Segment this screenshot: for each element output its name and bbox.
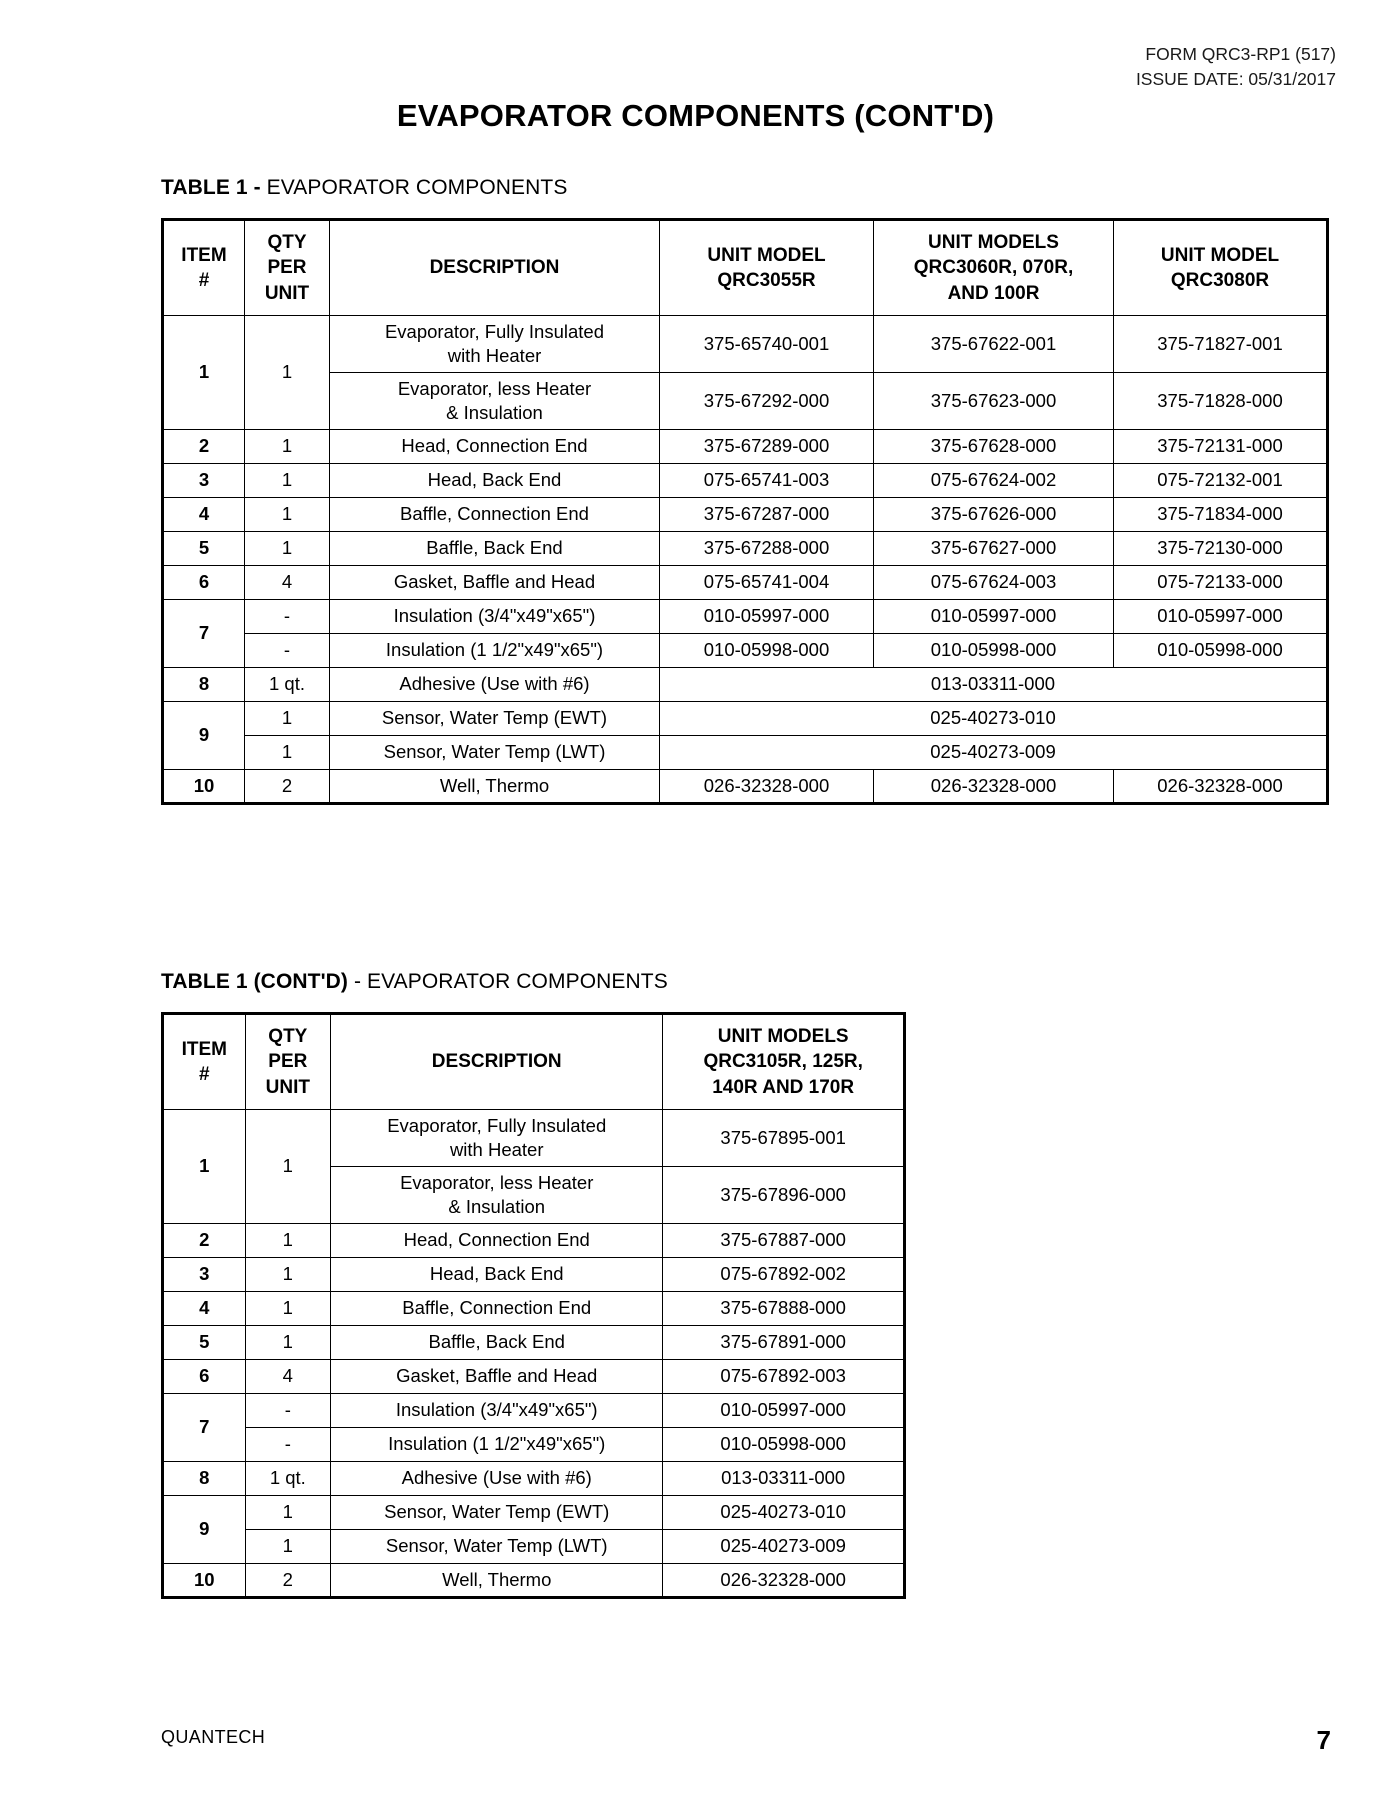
- cell-description: Adhesive (Use with #6): [331, 1462, 663, 1496]
- cell-qty: 1: [245, 702, 330, 736]
- cell-part-qrc3060r: 375-67628-000: [874, 430, 1114, 464]
- cell-part-qrc3055r: 375-67292-000: [660, 373, 874, 430]
- cell-part-qrc3080r: 375-72131-000: [1114, 430, 1328, 464]
- cell-part-qrc3060r: 375-67626-000: [874, 498, 1114, 532]
- table-2-header: [163, 1014, 905, 1110]
- column-header-description: DESCRIPTION: [330, 220, 660, 316]
- cell-item: 2: [163, 430, 245, 464]
- cell-part-qrc3060r: 010-05998-000: [874, 634, 1114, 668]
- cell-qty: 1 qt.: [245, 1462, 331, 1496]
- cell-qty: 1 qt.: [245, 668, 330, 702]
- table-row: [163, 373, 1328, 430]
- table-1-body: [163, 316, 1328, 804]
- cell-description: Evaporator, Fully Insulated with Heater: [331, 1110, 663, 1167]
- cell-part-qrc3080r: 010-05998-000: [1114, 634, 1328, 668]
- table-row: [163, 634, 1328, 668]
- cell-qty: -: [245, 1394, 331, 1428]
- cell-part-qrc3060r: 375-67627-000: [874, 532, 1114, 566]
- cell-item: 10: [163, 1564, 246, 1598]
- column-header-item: ITEM #: [163, 1014, 246, 1110]
- cell-item: 8: [163, 1462, 246, 1496]
- table-row: [163, 702, 1328, 736]
- cell-part-qrc3055r: 375-65740-001: [660, 316, 874, 373]
- cell-part-qrc3105r: 013-03311-000: [663, 1462, 905, 1496]
- table-row: [163, 1394, 905, 1428]
- cell-item: 3: [163, 464, 245, 498]
- cell-part-qrc3055r: 375-67287-000: [660, 498, 874, 532]
- cell-qty: 1: [245, 430, 330, 464]
- cell-qty: -: [245, 1428, 331, 1462]
- table-row: [163, 1564, 905, 1598]
- cell-item: 6: [163, 1360, 246, 1394]
- cell-description: Insulation (3/4"x49"x65"): [330, 600, 660, 634]
- column-header-model-qrc3060r-070r-100r: UNIT MODELS QRC3060R, 070R, AND 100R: [874, 220, 1114, 316]
- table-row: [163, 1258, 905, 1292]
- column-header-description: DESCRIPTION: [331, 1014, 663, 1110]
- cell-part-qrc3105r: 075-67892-002: [663, 1258, 905, 1292]
- table-1-caption-rest: EVAPORATOR COMPONENTS: [266, 176, 568, 199]
- table-2-body: [163, 1110, 905, 1598]
- cell-item: 5: [163, 1326, 246, 1360]
- cell-description: Evaporator, Fully Insulated with Heater: [330, 316, 660, 373]
- issue-date: ISSUE DATE: 05/31/2017: [1135, 68, 1336, 89]
- table-row: [163, 1496, 905, 1530]
- column-header-model-qrc3080r: UNIT MODEL QRC3080R: [1114, 220, 1328, 316]
- cell-part-qrc3060r: 010-05997-000: [874, 600, 1114, 634]
- table-1-header-row: [163, 220, 1328, 316]
- table-1-caption-lead: TABLE 1 -: [161, 176, 267, 199]
- cell-item: 4: [163, 498, 245, 532]
- cell-description: Head, Back End: [330, 464, 660, 498]
- table-1-caption: [161, 176, 567, 200]
- cell-qty: 4: [245, 1360, 331, 1394]
- cell-part-qrc3105r: 375-67895-001: [663, 1110, 905, 1167]
- cell-qty: 1: [245, 316, 330, 430]
- table-row: [163, 316, 1328, 373]
- cell-item: 9: [163, 702, 245, 770]
- table-row: [163, 770, 1328, 804]
- cell-part-qrc3060r: 026-32328-000: [874, 770, 1114, 804]
- cell-part-qrc3105r: 375-67896-000: [663, 1167, 905, 1224]
- cell-part-qrc3105r: 375-67891-000: [663, 1326, 905, 1360]
- cell-qty: 1: [245, 498, 330, 532]
- cell-qty: 2: [245, 770, 330, 804]
- cell-item: 10: [163, 770, 245, 804]
- cell-part-qrc3055r: 375-67289-000: [660, 430, 874, 464]
- cell-part-qrc3105r: 025-40273-009: [663, 1530, 905, 1564]
- form-number: FORM QRC3-RP1 (517): [1145, 44, 1336, 64]
- cell-part-qrc3060r: 075-67624-002: [874, 464, 1114, 498]
- cell-part-qrc3060r: 375-67622-001: [874, 316, 1114, 373]
- cell-item: 3: [163, 1258, 246, 1292]
- cell-part-qrc3105r: 025-40273-010: [663, 1496, 905, 1530]
- cell-part-qrc3105r: 375-67888-000: [663, 1292, 905, 1326]
- cell-part-qrc3055r: 026-32328-000: [660, 770, 874, 804]
- cell-part-qrc3105r: 010-05998-000: [663, 1428, 905, 1462]
- table-row: [163, 464, 1328, 498]
- cell-part-qrc3055r: 375-67288-000: [660, 532, 874, 566]
- table-2-caption-rest: - EVAPORATOR COMPONENTS: [353, 970, 668, 993]
- page-title: EVAPORATOR COMPONENTS (CONT'D): [396, 98, 995, 133]
- cell-description: Gasket, Baffle and Head: [330, 566, 660, 600]
- cell-description: Well, Thermo: [331, 1564, 663, 1598]
- cell-item: 6: [163, 566, 245, 600]
- table-row: [163, 430, 1328, 464]
- cell-part-qrc3080r: 075-72133-000: [1114, 566, 1328, 600]
- cell-qty: 2: [245, 1564, 331, 1598]
- cell-part-qrc3080r: 075-72132-001: [1114, 464, 1328, 498]
- cell-description: Baffle, Connection End: [330, 498, 660, 532]
- cell-item: 9: [163, 1496, 246, 1564]
- table-row: [163, 566, 1328, 600]
- table-row: [163, 736, 1328, 770]
- cell-description: Head, Back End: [331, 1258, 663, 1292]
- cell-qty: 1: [245, 464, 330, 498]
- cell-description: Gasket, Baffle and Head: [331, 1360, 663, 1394]
- cell-qty: 1: [245, 1224, 331, 1258]
- column-header-model-qrc3055r: UNIT MODEL QRC3055R: [660, 220, 874, 316]
- cell-description: Baffle, Back End: [330, 532, 660, 566]
- cell-part-qrc3055r: 075-65741-004: [660, 566, 874, 600]
- cell-part-all-models: 025-40273-009: [660, 736, 1328, 770]
- cell-part-qrc3055r: 010-05997-000: [660, 600, 874, 634]
- cell-description: Insulation (1 1/2"x49"x65"): [331, 1428, 663, 1462]
- table-row: [163, 1428, 905, 1462]
- cell-part-qrc3105r: 026-32328-000: [663, 1564, 905, 1598]
- cell-part-qrc3080r: 026-32328-000: [1114, 770, 1328, 804]
- cell-qty: 1: [245, 1496, 331, 1530]
- footer-company: QUANTECH: [161, 1727, 266, 1747]
- table-row: [163, 498, 1328, 532]
- cell-qty: -: [245, 634, 330, 668]
- cell-item: 7: [163, 600, 245, 668]
- cell-part-qrc3105r: 375-67887-000: [663, 1224, 905, 1258]
- cell-description: Sensor, Water Temp (LWT): [331, 1530, 663, 1564]
- cell-description: Adhesive (Use with #6): [330, 668, 660, 702]
- table-row: [163, 532, 1328, 566]
- cell-part-qrc3080r: 375-72130-000: [1114, 532, 1328, 566]
- cell-description: Sensor, Water Temp (EWT): [331, 1496, 663, 1530]
- table-2-caption-lead: TABLE 1 (CONT'D): [161, 970, 354, 993]
- cell-qty: 1: [245, 1292, 331, 1326]
- cell-part-qrc3105r: 075-67892-003: [663, 1360, 905, 1394]
- table-1-header: [163, 220, 1328, 316]
- cell-part-qrc3080r: 375-71827-001: [1114, 316, 1328, 373]
- table-row: [163, 668, 1328, 702]
- table-row: [163, 1292, 905, 1326]
- column-header-item: ITEM #: [163, 220, 245, 316]
- table-row: [163, 1462, 905, 1496]
- table-row: [163, 600, 1328, 634]
- cell-part-qrc3055r: 075-65741-003: [660, 464, 874, 498]
- cell-part-qrc3080r: 375-71828-000: [1114, 373, 1328, 430]
- cell-description: Sensor, Water Temp (LWT): [330, 736, 660, 770]
- cell-item: 4: [163, 1292, 246, 1326]
- cell-qty: 1: [245, 1258, 331, 1292]
- cell-part-all-models: 013-03311-000: [660, 668, 1328, 702]
- cell-description: Head, Connection End: [331, 1224, 663, 1258]
- cell-qty: 1: [245, 532, 330, 566]
- cell-description: Evaporator, less Heater & Insulation: [330, 373, 660, 430]
- table-row: [163, 1110, 905, 1167]
- cell-item: 1: [163, 316, 245, 430]
- table-row: [163, 1224, 905, 1258]
- cell-part-qrc3105r: 010-05997-000: [663, 1394, 905, 1428]
- cell-description: Well, Thermo: [330, 770, 660, 804]
- document-header: [1136, 42, 1336, 92]
- cell-item: 8: [163, 668, 245, 702]
- cell-description: Insulation (1 1/2"x49"x65"): [330, 634, 660, 668]
- cell-qty: 4: [245, 566, 330, 600]
- cell-description: Baffle, Connection End: [331, 1292, 663, 1326]
- cell-item: 7: [163, 1394, 246, 1462]
- cell-qty: 1: [245, 1110, 331, 1224]
- table-row: [163, 1530, 905, 1564]
- table-row: [163, 1326, 905, 1360]
- cell-part-qrc3055r: 010-05998-000: [660, 634, 874, 668]
- column-header-model-qrc3105r-125r-140r-170r: UNIT MODELS QRC3105R, 125R, 140R AND 170R: [663, 1014, 905, 1110]
- cell-qty: -: [245, 600, 330, 634]
- cell-description: Evaporator, less Heater & Insulation: [331, 1167, 663, 1224]
- cell-part-qrc3080r: 010-05997-000: [1114, 600, 1328, 634]
- cell-description: Insulation (3/4"x49"x65"): [331, 1394, 663, 1428]
- evaporator-components-table-2: [161, 1012, 906, 1599]
- cell-item: 5: [163, 532, 245, 566]
- table-2-caption: [161, 970, 668, 994]
- cell-part-qrc3060r: 075-67624-003: [874, 566, 1114, 600]
- cell-description: Sensor, Water Temp (EWT): [330, 702, 660, 736]
- table-2-header-row: [163, 1014, 905, 1110]
- cell-qty: 1: [245, 736, 330, 770]
- evaporator-components-table-1: [161, 218, 1329, 805]
- cell-qty: 1: [245, 1326, 331, 1360]
- cell-qty: 1: [245, 1530, 331, 1564]
- cell-part-qrc3080r: 375-71834-000: [1114, 498, 1328, 532]
- cell-description: Baffle, Back End: [331, 1326, 663, 1360]
- cell-description: Head, Connection End: [330, 430, 660, 464]
- table-row: [163, 1360, 905, 1394]
- cell-item: 2: [163, 1224, 246, 1258]
- footer-page-number: 7: [1316, 1725, 1331, 1755]
- column-header-qty-per-unit: QTY PER UNIT: [245, 220, 330, 316]
- column-header-qty-per-unit: QTY PER UNIT: [245, 1014, 331, 1110]
- cell-part-qrc3060r: 375-67623-000: [874, 373, 1114, 430]
- cell-item: 1: [163, 1110, 246, 1224]
- cell-part-all-models: 025-40273-010: [660, 702, 1328, 736]
